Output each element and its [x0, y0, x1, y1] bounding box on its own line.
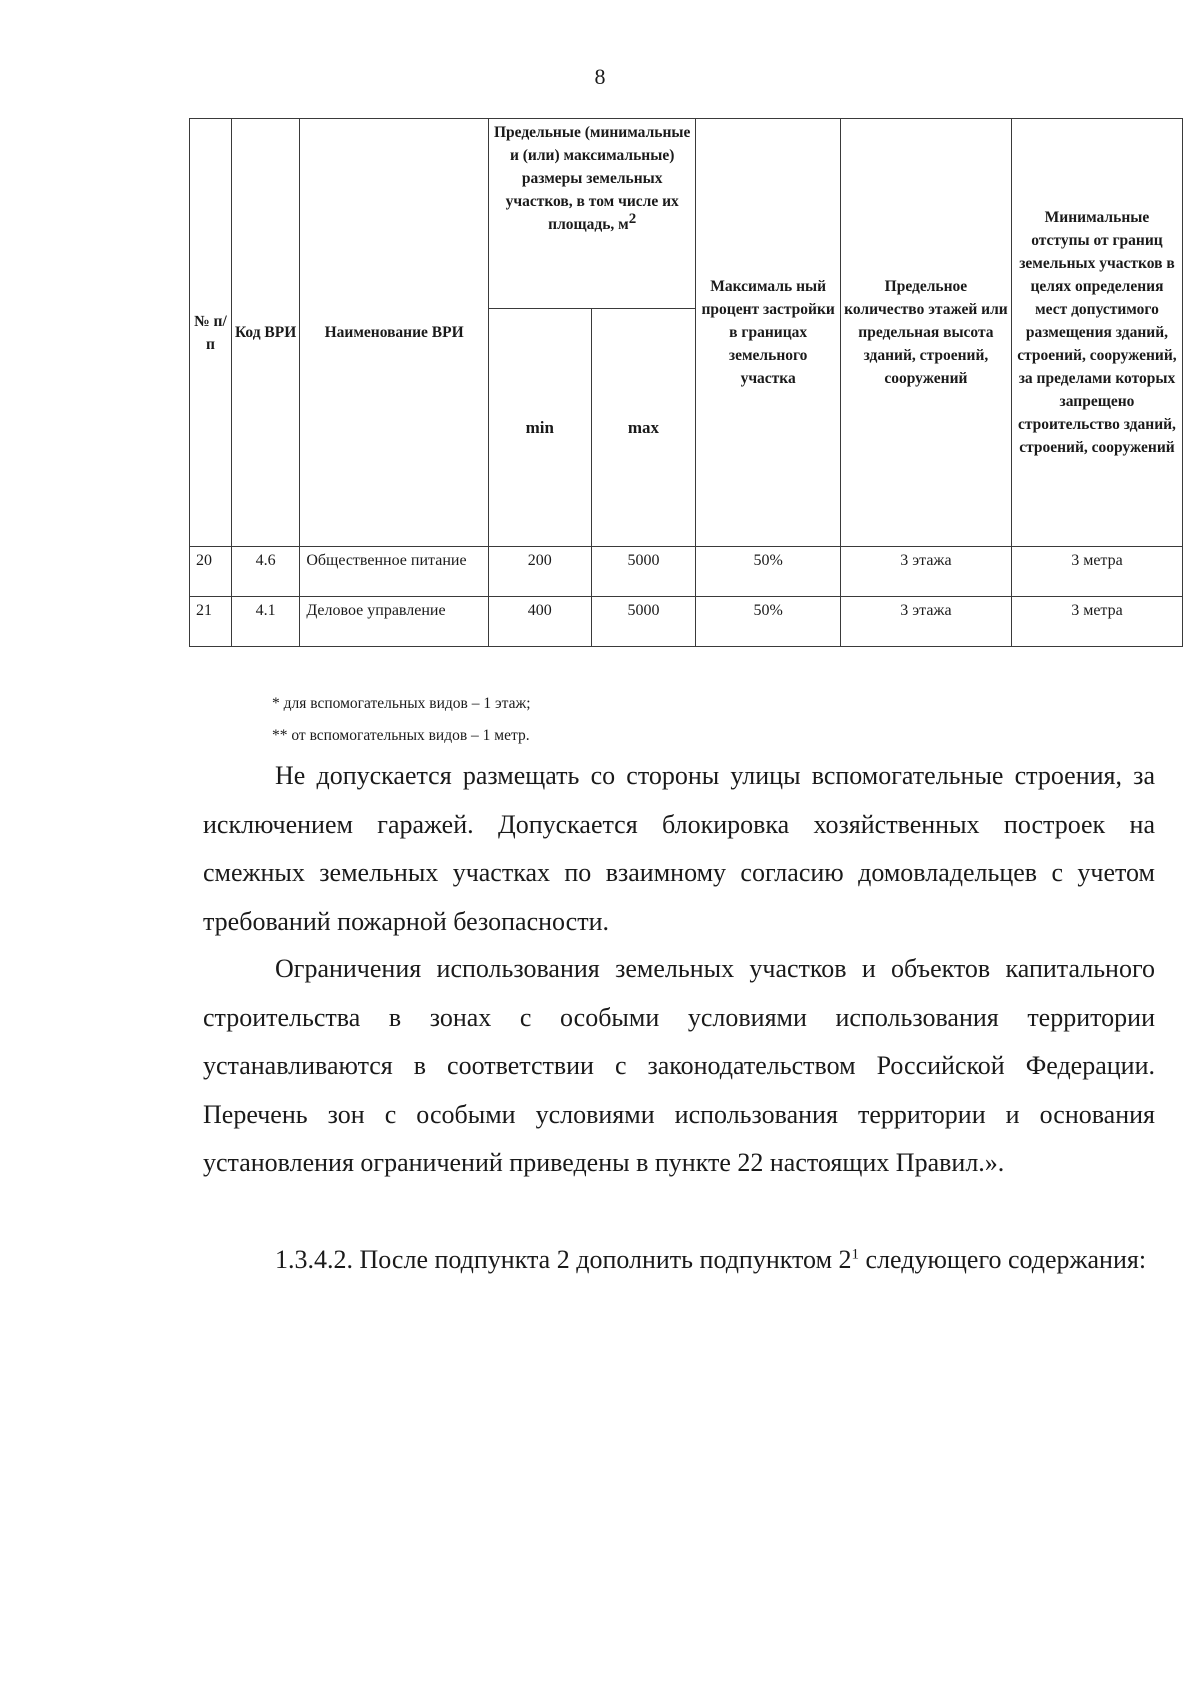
- cell-name: Деловое управление: [300, 597, 489, 647]
- cell-percent: 50%: [696, 597, 841, 647]
- cell-min: 200: [488, 547, 591, 597]
- header-setbacks: Минимальные отступы от границ земельных участков в целях определения мест допустимого размещения зданий, строений, сооружений, за пределами которых запрещено строительство зданий, строений, сооружений: [1011, 119, 1182, 547]
- cell-num: 21: [190, 597, 232, 647]
- cell-code: 4.1: [231, 597, 299, 647]
- header-num: № п/п: [190, 119, 232, 547]
- cell-code: 4.6: [231, 547, 299, 597]
- page-number: 8: [594, 64, 606, 89]
- cell-setback: 3 метра: [1011, 597, 1182, 647]
- paragraph-outbuildings-text: Не допускается размещать со стороны улицы вспомогательные строения, за исключением гаражей. Допускается блокировка хозяйственных построек на смежных земельных участках по взаимному согласию домовладельцев с учетом требований пожарной безопасности.: [203, 761, 1155, 936]
- cell-floors: 3 этажа: [840, 597, 1011, 647]
- header-floors: Предельное количество этажей или предельная высота зданий, строений, сооружений: [840, 119, 1011, 547]
- cell-percent: 50%: [696, 547, 841, 597]
- cell-max: 5000: [591, 547, 696, 597]
- header-plot-sizes-sup: 2: [628, 210, 637, 227]
- header-plot-sizes-text: Предельные (минимальные и (или) максимальные) размеры земельных участков, в том числе их площадь, м: [493, 124, 691, 233]
- header-max-percent: Максималь ный процент застройки в границах земельного участка: [696, 119, 841, 547]
- cell-name: Общественное питание: [300, 547, 489, 597]
- paragraph-amendment: [203, 1236, 1155, 1285]
- cell-min: 400: [488, 597, 591, 647]
- paragraph-amendment-tail: следующего содержания:: [859, 1245, 1147, 1274]
- footnote-setback: ** от вспомогательных видов – 1 метр.: [272, 727, 530, 744]
- paragraph-restrictions: [203, 945, 1155, 1188]
- header-min: min: [488, 309, 591, 547]
- footnote-floors: * для вспомогательных видов – 1 этаж;: [272, 695, 531, 712]
- paragraph-amendment-text: 1.3.4.2. После подпункта 2 дополнить подпунктом 2: [275, 1245, 852, 1274]
- cell-max: 5000: [591, 597, 696, 647]
- paragraph-amendment-sup: 1: [851, 1246, 860, 1263]
- cell-setback: 3 метра: [1011, 547, 1182, 597]
- header-plot-sizes: [488, 119, 695, 309]
- header-name: Наименование ВРИ: [300, 119, 489, 547]
- paragraph-outbuildings: [203, 752, 1155, 946]
- header-max: max: [591, 309, 696, 547]
- zoning-parameters-table: [189, 118, 1183, 647]
- header-code: Код ВРИ: [231, 119, 299, 547]
- cell-num: 20: [190, 547, 232, 597]
- paragraph-restrictions-text: Ограничения использования земельных участков и объектов капитального строительства в зонах с особыми условиями использования территории устанавливаются в соответствии с законодательством Российской Федерации. Перечень зон с особыми условиями использования территории и основания установления ограничений приведены в пункте 22 настоящих Правил.».: [203, 954, 1155, 1177]
- table-footnotes: [272, 688, 531, 752]
- cell-floors: 3 этажа: [840, 547, 1011, 597]
- table-row: [190, 547, 1183, 597]
- table-row: [190, 597, 1183, 647]
